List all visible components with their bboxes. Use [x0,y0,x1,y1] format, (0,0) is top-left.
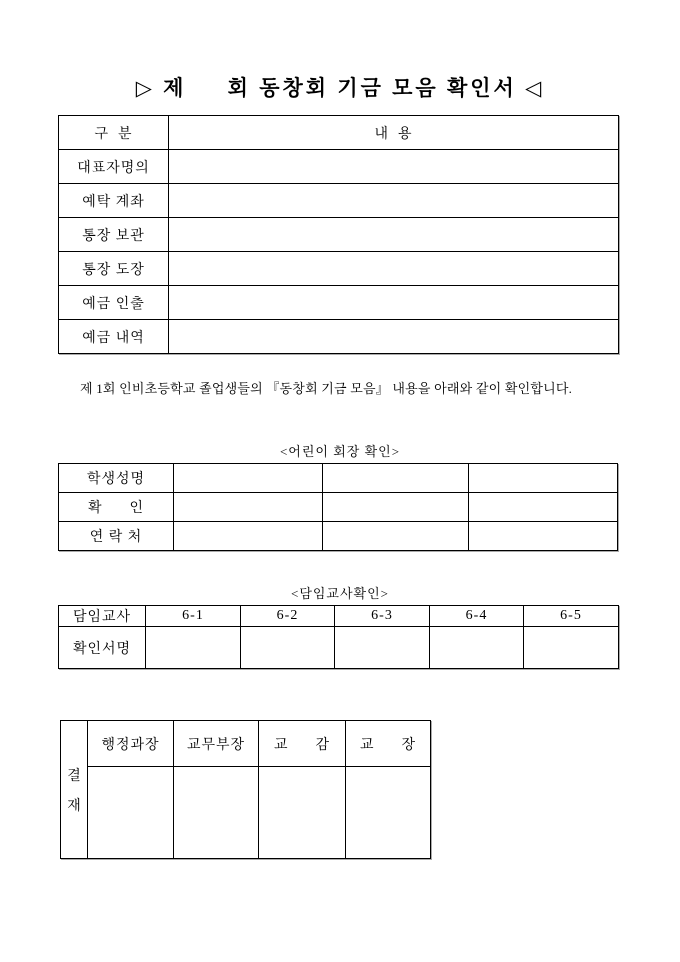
approval-signature-cell [259,767,346,859]
class-header-cell: 6-5 [524,606,619,627]
president-confirm-heading: <어린이 회장 확인> [279,444,401,459]
fund-row-value-cell [169,150,619,184]
fund-row-label-cell: 통장 보관 [59,218,169,252]
approval-stamp-label [61,753,87,826]
president-row-label-cell: 학생성명 [59,464,174,493]
signature-label-cell: 확인서명 [59,627,146,669]
fund-row-value-cell [169,286,619,320]
fund-category-header-cell: 구 분 [59,116,169,150]
class-header-cell: 6-2 [241,606,335,627]
fund-info-table [58,115,619,354]
teacher-signature-cell [524,627,619,669]
approval-column-header-cell: 교 장 [346,721,431,767]
approval-signature-cell [346,767,431,859]
president-row-label-cell: 확 인 [59,493,174,522]
president-row-label-cell: 연 락 처 [59,522,174,551]
president-value-cell [174,464,323,493]
approval-stamp-char: 결 [67,768,81,784]
statement-text: 제 1회 인비초등학교 졸업생들의 『동창회 기금 모음』 내용을 아래와 같이 확인합니다. [80,381,573,396]
document-title: ▷ 제 회 동창회 기금 모음 확인서 ◁ [135,76,545,100]
approval-signature-cell [88,767,174,859]
approval-stamp-char: 재 [67,798,81,814]
fund-row-label-cell: 통장 도장 [59,252,169,286]
president-value-cell [323,464,469,493]
approval-signature-cell [174,767,259,859]
fund-row-label-cell: 대표자명의 [59,150,169,184]
fund-row-value-cell [169,218,619,252]
president-value-cell [469,464,618,493]
approval-column-header-cell: 교무부장 [174,721,259,767]
fund-row-value-cell [169,252,619,286]
president-value-cell [469,522,618,551]
fund-row-value-cell [169,320,619,354]
teacher-confirm-heading: <담임교사확인> [290,586,389,601]
teacher-confirm-table [58,605,619,669]
class-header-cell: 6-3 [335,606,430,627]
fund-row-label-cell: 예금 인출 [59,286,169,320]
president-value-cell [323,493,469,522]
teacher-signature-cell [430,627,524,669]
president-value-cell [323,522,469,551]
approval-column-header-cell: 교 감 [259,721,346,767]
fund-row-label-cell: 예금 내역 [59,320,169,354]
fund-content-header-cell: 내 용 [169,116,619,150]
president-value-cell [174,493,323,522]
class-header-cell: 6-4 [430,606,524,627]
approval-stamp-cell [61,721,88,859]
teacher-signature-cell [146,627,241,669]
president-value-cell [174,522,323,551]
approval-table [60,720,431,859]
fund-row-label-cell: 예탁 계좌 [59,184,169,218]
class-header-cell: 6-1 [146,606,241,627]
president-value-cell [469,493,618,522]
president-confirm-table [58,463,618,551]
teacher-header-label-cell: 담임교사 [59,606,146,627]
teacher-signature-cell [241,627,335,669]
approval-column-header-cell: 행정과장 [88,721,174,767]
teacher-signature-cell [335,627,430,669]
fund-row-value-cell [169,184,619,218]
